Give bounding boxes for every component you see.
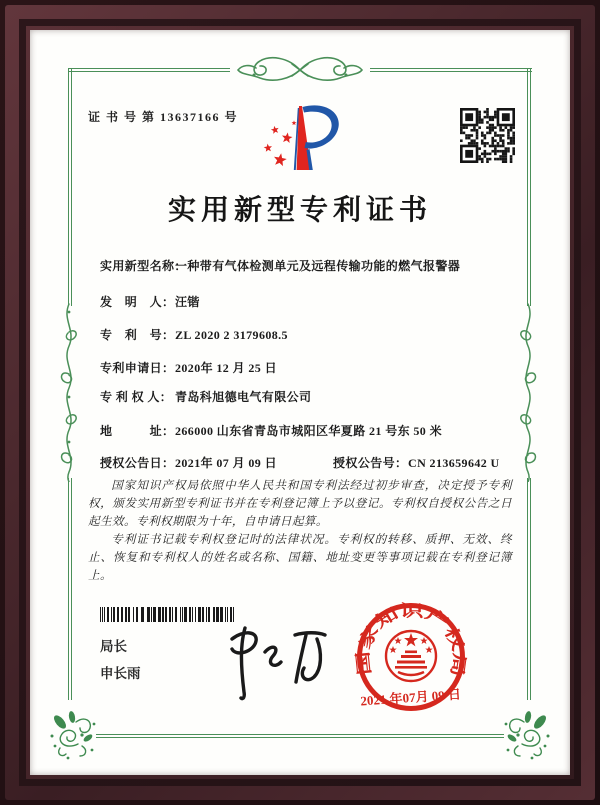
national-emblem-icon (386, 631, 436, 681)
field-value: 2021年 07 月 09 日 (175, 456, 278, 470)
field-label: 专利申请日： (100, 361, 175, 375)
right-flourish-ornament (515, 302, 541, 482)
field-value: 一种带有气体检测单元及远程传输功能的燃气报警器 (175, 259, 461, 273)
legal-paragraph-1: 国家知识产权局依照中华人民共和国专利法经过初步审查，决定授予专利权，颁发实用新型专利证书并在专利登记簿上予以登记。专利权自授权公告之日起生效。专利权期限为十年，自申请日起算。 (88, 479, 512, 528)
qr-code-icon (460, 108, 515, 163)
field-row-name (100, 257, 460, 274)
field-value: ZL 2020 2 3179608.5 (175, 328, 288, 342)
bottom-left-floral-ornament (46, 708, 98, 760)
border-top-left-segment (68, 68, 230, 72)
field-row-address (100, 422, 442, 439)
left-flourish-ornament (56, 302, 82, 482)
commissioner-signature-icon (205, 612, 345, 707)
field-row-inventor (100, 293, 200, 310)
field-label: 实用新型名称： (100, 259, 187, 273)
cnipa-patent-logo-icon (246, 100, 351, 180)
field-value: 汪锴 (175, 295, 200, 309)
certificate-page (30, 30, 570, 775)
cnipa-red-seal (351, 597, 471, 717)
commissioner-name: 申长雨 (100, 666, 141, 681)
field-row-grant (100, 454, 500, 471)
legal-paragraph-2: 专利证书记载专利权登记时的法律状况。专利权的转移、质押、无效、终止、恢复和专利权人的姓名或名称、国籍、地址变更等事项记载在专利登记簿上。 (88, 533, 512, 582)
field-value: CN 213659642 U (408, 456, 500, 470)
certificate-title: 实用新型专利证书 (167, 195, 432, 226)
field-label: 地 址： (100, 424, 175, 438)
field-row-patent-number (100, 326, 288, 343)
border-left-upper-segment (68, 68, 72, 306)
border-right-upper-segment (527, 68, 531, 306)
bottom-right-floral-ornament (502, 708, 554, 760)
field-row-patentee (100, 388, 311, 405)
field-row-application-date (100, 359, 277, 376)
field-value: 2020年 12 月 25 日 (175, 361, 278, 375)
border-top-right-segment (370, 68, 532, 72)
border-right-lower-segment (527, 478, 531, 700)
seal-agency-text: 国家知识产权局 (353, 601, 470, 676)
field-label: 专 利 号： (100, 328, 175, 342)
field-label: 发 明 人： (100, 295, 175, 309)
field-label: 专 利 权 人： (100, 390, 173, 404)
field-value: 266000 山东省青岛市城阳区华夏路 21 号东 50 米 (175, 424, 443, 438)
certificate-number: 证 书 号 第 13637166 号 (88, 110, 239, 124)
legal-body-text (88, 477, 512, 585)
field-label: 授权公告日： (100, 456, 175, 470)
field-label: 授权公告号： (333, 456, 408, 470)
border-left-lower-segment (68, 478, 72, 700)
field-value: 青岛科旭德电气有限公司 (175, 390, 312, 404)
commissioner-title: 局长 (100, 639, 127, 654)
seal-date: 2021 年07月 09 日 (359, 686, 462, 709)
top-flourish-ornament (230, 54, 370, 86)
border-bottom-segment (96, 734, 504, 738)
